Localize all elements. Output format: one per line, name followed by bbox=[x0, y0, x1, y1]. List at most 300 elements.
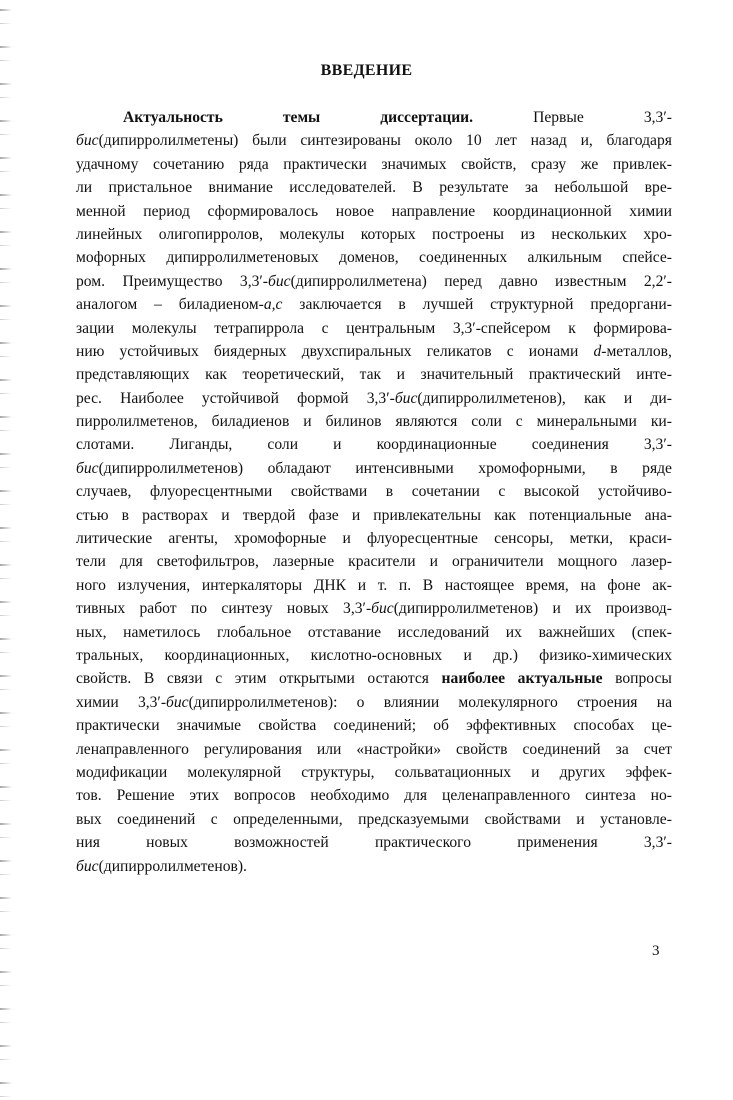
word bbox=[626, 761, 672, 784]
word bbox=[554, 176, 628, 199]
word-text: инте- bbox=[636, 366, 672, 384]
word-text: и bbox=[531, 763, 540, 781]
word-text: 3,3′- bbox=[643, 834, 672, 852]
word bbox=[657, 691, 672, 714]
word bbox=[336, 200, 374, 223]
word-text: к bbox=[568, 319, 576, 337]
word bbox=[398, 621, 490, 644]
word-text: актуальные bbox=[517, 670, 603, 688]
word-text: пристальное bbox=[108, 179, 193, 197]
word-text: период bbox=[143, 202, 190, 220]
word bbox=[76, 223, 142, 246]
word-text: являются bbox=[395, 413, 458, 431]
word bbox=[551, 223, 627, 246]
text-line bbox=[76, 550, 672, 573]
word-text: строения bbox=[576, 693, 638, 711]
word bbox=[651, 410, 672, 433]
word-text: устойчиво- bbox=[598, 483, 672, 501]
word bbox=[516, 410, 523, 433]
word-text: биядерных bbox=[213, 342, 287, 360]
word bbox=[395, 761, 511, 784]
word bbox=[439, 176, 508, 199]
word-text: из bbox=[520, 225, 535, 243]
word-suffix: (дипирролилметенов). bbox=[98, 857, 247, 875]
word-text: лазер- bbox=[631, 553, 672, 571]
word-text: двухспиральных bbox=[301, 342, 412, 360]
word bbox=[644, 433, 672, 456]
word-text: свойств bbox=[456, 740, 508, 758]
word bbox=[522, 738, 600, 761]
word bbox=[495, 129, 517, 152]
word-text: возможностей bbox=[234, 834, 329, 852]
word bbox=[76, 176, 92, 199]
text-line bbox=[76, 106, 672, 129]
word bbox=[76, 550, 106, 573]
word-text: мофорных bbox=[76, 249, 146, 267]
word bbox=[613, 153, 672, 176]
word bbox=[322, 317, 329, 340]
word-text: значимых bbox=[381, 155, 447, 173]
word-text: соединения bbox=[531, 436, 609, 454]
word bbox=[421, 363, 514, 386]
word-text: глобальное bbox=[216, 623, 292, 641]
word-text: 3,3′- bbox=[366, 389, 395, 407]
word-text: метки, bbox=[569, 530, 613, 548]
word-text: вопросов bbox=[233, 787, 296, 805]
text-line bbox=[76, 153, 672, 176]
word bbox=[309, 504, 339, 527]
word bbox=[356, 738, 441, 761]
word-text: 3,3′-спейсером bbox=[452, 319, 551, 337]
word bbox=[76, 761, 167, 784]
word bbox=[76, 597, 125, 620]
word bbox=[533, 106, 584, 129]
word bbox=[484, 808, 560, 831]
word-text: хромофорные bbox=[234, 530, 327, 548]
word bbox=[168, 527, 218, 550]
text-line bbox=[76, 457, 672, 480]
word bbox=[531, 761, 539, 784]
word bbox=[243, 504, 296, 527]
word bbox=[132, 317, 197, 340]
word bbox=[517, 831, 597, 854]
word-text: теоретический, bbox=[242, 366, 345, 384]
word bbox=[531, 153, 566, 176]
word-text: построены bbox=[432, 225, 505, 243]
word bbox=[585, 784, 636, 807]
word-suffix: (дипирролилметены) bbox=[98, 132, 239, 150]
word-text: физико-химических bbox=[539, 646, 672, 664]
word bbox=[607, 574, 640, 597]
word-text: и bbox=[576, 810, 585, 828]
word-text: сочетанию bbox=[152, 155, 225, 173]
word-text: красители bbox=[348, 553, 416, 571]
word-text: соединений bbox=[522, 740, 601, 758]
word bbox=[311, 644, 443, 667]
word bbox=[291, 480, 367, 503]
word bbox=[76, 246, 146, 269]
word-text: практического bbox=[374, 834, 471, 852]
word-text: 3,3′- bbox=[137, 693, 167, 711]
word bbox=[577, 691, 638, 714]
word bbox=[360, 363, 382, 386]
text-line bbox=[76, 504, 672, 527]
word-text: Наиболее bbox=[120, 389, 184, 407]
word-italic-part: бис bbox=[371, 600, 394, 618]
text-line bbox=[76, 340, 672, 363]
word bbox=[76, 363, 190, 386]
word bbox=[189, 784, 219, 807]
word-text: ак- bbox=[652, 576, 672, 594]
word bbox=[118, 574, 191, 597]
word bbox=[377, 433, 497, 456]
word bbox=[645, 504, 672, 527]
word-text: ли bbox=[76, 179, 93, 197]
word-text: их bbox=[505, 623, 522, 641]
word bbox=[159, 223, 263, 246]
word bbox=[154, 293, 162, 316]
word-text: рес. bbox=[76, 389, 102, 407]
word bbox=[650, 387, 671, 410]
word bbox=[300, 129, 401, 152]
word bbox=[404, 784, 427, 807]
word-text: на bbox=[656, 693, 672, 711]
word bbox=[234, 831, 329, 854]
text-line bbox=[76, 129, 672, 152]
word bbox=[645, 176, 672, 199]
word-text: известным bbox=[555, 272, 627, 290]
text-line bbox=[76, 527, 672, 550]
word-text: важнейших bbox=[538, 623, 616, 641]
word bbox=[466, 714, 556, 737]
word-text: и bbox=[357, 576, 367, 594]
word bbox=[576, 808, 584, 831]
word bbox=[361, 223, 416, 246]
word-text: результате bbox=[439, 179, 509, 197]
word-text: 3,3′- bbox=[643, 109, 672, 126]
word bbox=[76, 855, 247, 878]
text-line bbox=[76, 433, 672, 456]
word-text: структурной bbox=[490, 296, 574, 314]
text-line bbox=[76, 270, 672, 293]
word-text: привлекательны bbox=[373, 506, 481, 524]
text-line bbox=[76, 808, 672, 831]
word-text: светофильтров, bbox=[156, 553, 259, 571]
word-text: 10 bbox=[466, 132, 482, 150]
word-text: значимые bbox=[176, 717, 242, 735]
word-text: их bbox=[575, 600, 592, 618]
word bbox=[452, 550, 544, 573]
word-text: В bbox=[143, 670, 155, 688]
word-text: новых bbox=[146, 834, 188, 852]
word-text: соли bbox=[267, 436, 299, 454]
word-text: небольшой bbox=[554, 179, 629, 197]
word bbox=[240, 270, 427, 293]
word bbox=[584, 387, 606, 410]
word-text: практически bbox=[76, 717, 160, 735]
word bbox=[367, 387, 566, 410]
word-text: обладают bbox=[267, 459, 331, 477]
word bbox=[234, 527, 326, 550]
word-text: модификации bbox=[76, 763, 168, 781]
word-text: ром. bbox=[76, 272, 106, 290]
word-text: ди- bbox=[650, 389, 672, 407]
word-text: как bbox=[205, 366, 227, 384]
word-text: способах bbox=[573, 717, 635, 735]
word bbox=[177, 714, 241, 737]
word bbox=[399, 574, 411, 597]
word bbox=[444, 270, 482, 293]
word-text: линейных bbox=[76, 225, 143, 243]
word-text: практический bbox=[528, 366, 621, 384]
word-text: билинов bbox=[325, 413, 382, 431]
word-text: биладиенов bbox=[211, 413, 290, 431]
word bbox=[386, 480, 393, 503]
word-text: направление bbox=[391, 202, 476, 220]
word bbox=[279, 223, 344, 246]
word bbox=[598, 480, 672, 503]
word bbox=[580, 574, 595, 597]
word bbox=[76, 200, 126, 223]
word bbox=[289, 176, 396, 199]
word bbox=[581, 153, 599, 176]
text-line bbox=[76, 293, 672, 316]
word-text: координационной bbox=[492, 202, 612, 220]
word bbox=[76, 457, 243, 480]
word bbox=[651, 784, 672, 807]
text-line bbox=[76, 761, 672, 784]
word bbox=[518, 667, 603, 690]
word bbox=[397, 363, 405, 386]
word-text: установле- bbox=[600, 810, 672, 828]
word-text: с bbox=[210, 810, 218, 828]
word bbox=[117, 808, 195, 831]
word bbox=[463, 644, 471, 667]
word-text: ки- bbox=[650, 413, 672, 431]
word-text: мощного bbox=[557, 553, 618, 571]
word bbox=[122, 270, 222, 293]
word-text: были bbox=[252, 132, 287, 150]
word-text: наиболее bbox=[441, 670, 506, 688]
word bbox=[381, 153, 446, 176]
word-text: с bbox=[515, 413, 523, 431]
word-text: внимание bbox=[208, 179, 273, 197]
word bbox=[643, 223, 672, 246]
word-text: перед bbox=[444, 272, 482, 290]
word bbox=[76, 387, 102, 410]
word bbox=[76, 667, 131, 690]
word bbox=[202, 387, 279, 410]
word bbox=[461, 153, 516, 176]
word-text: и bbox=[333, 436, 342, 454]
word-text: твердой bbox=[242, 506, 296, 524]
word-text: тральных, bbox=[76, 646, 144, 664]
word-text: и bbox=[552, 600, 561, 618]
word-text: нескольких bbox=[551, 225, 627, 243]
word-text: других bbox=[559, 763, 606, 781]
word-text: координационные bbox=[376, 436, 497, 454]
word-text: новых bbox=[286, 600, 329, 618]
word bbox=[358, 808, 469, 831]
word bbox=[346, 317, 435, 340]
word-text: исследователей. bbox=[289, 179, 397, 197]
word bbox=[123, 106, 223, 129]
word-text: зации bbox=[76, 319, 115, 337]
word bbox=[652, 574, 672, 597]
word bbox=[109, 176, 193, 199]
word-italic-part: бис bbox=[166, 693, 189, 711]
word-text: свойствами bbox=[484, 810, 561, 828]
word-text: молекулы bbox=[279, 225, 345, 243]
word bbox=[498, 480, 505, 503]
word-text: около bbox=[414, 132, 453, 150]
word-text: лет bbox=[495, 132, 517, 150]
word-text: – bbox=[154, 296, 162, 314]
word-text: и bbox=[351, 506, 361, 524]
word-text: потенциальные bbox=[529, 506, 632, 524]
word bbox=[76, 504, 109, 527]
word bbox=[239, 153, 269, 176]
word-text: давно bbox=[499, 272, 538, 290]
text-line bbox=[76, 855, 672, 878]
word-text: и bbox=[429, 553, 438, 571]
word-text: тетрапиррола bbox=[214, 319, 305, 337]
text-line bbox=[76, 621, 672, 644]
word bbox=[76, 738, 189, 761]
word bbox=[235, 667, 267, 690]
word-text: излучения, bbox=[117, 576, 191, 594]
word bbox=[445, 574, 514, 597]
word bbox=[138, 691, 337, 714]
word-text: как bbox=[494, 506, 516, 524]
word bbox=[142, 504, 208, 527]
word-text: с bbox=[498, 483, 506, 501]
word-text: устойчивых bbox=[119, 342, 199, 360]
word bbox=[169, 433, 232, 456]
word bbox=[310, 784, 389, 807]
word-text: литические bbox=[76, 530, 153, 548]
word-text: В bbox=[412, 179, 423, 197]
word bbox=[191, 597, 207, 620]
word bbox=[76, 831, 100, 854]
word bbox=[415, 129, 453, 152]
word bbox=[233, 808, 343, 831]
word bbox=[507, 340, 514, 363]
word-text: за bbox=[615, 740, 629, 758]
word bbox=[273, 550, 334, 573]
word-text: формой bbox=[297, 389, 349, 407]
word bbox=[297, 387, 348, 410]
word-text: фоне bbox=[607, 576, 641, 594]
word-text: стью bbox=[76, 506, 109, 524]
word bbox=[76, 153, 138, 176]
word-text: заключается bbox=[299, 296, 382, 314]
word bbox=[553, 597, 561, 620]
word bbox=[427, 340, 492, 363]
word bbox=[442, 784, 570, 807]
word-text: химии bbox=[629, 202, 672, 220]
word-text: соединений bbox=[117, 810, 196, 828]
word-text: бис bbox=[76, 857, 99, 875]
word-text: же bbox=[580, 155, 599, 173]
word bbox=[573, 714, 634, 737]
word-text: структуры, bbox=[301, 763, 375, 781]
word bbox=[242, 363, 344, 386]
word-text: о bbox=[356, 693, 365, 711]
word bbox=[622, 246, 672, 269]
text-line bbox=[76, 574, 672, 597]
word-text: исследований bbox=[397, 623, 490, 641]
word-text: аналогом bbox=[76, 296, 138, 314]
word-text: синтезу bbox=[221, 600, 273, 618]
word bbox=[187, 761, 281, 784]
word-suffix: (дипирролилметенов): bbox=[188, 693, 338, 711]
word bbox=[419, 246, 507, 269]
word bbox=[632, 621, 672, 644]
word bbox=[204, 738, 302, 761]
word bbox=[384, 691, 440, 714]
word bbox=[143, 200, 190, 223]
word bbox=[539, 644, 672, 667]
word-text: молекулы bbox=[131, 319, 197, 337]
word-text: свойств. bbox=[76, 670, 132, 688]
word-text: тов. bbox=[76, 787, 102, 805]
word-text: молекулярной bbox=[187, 763, 282, 781]
word-text: и bbox=[342, 530, 351, 548]
word-text: вре- bbox=[644, 179, 672, 197]
word bbox=[644, 270, 672, 293]
word-text: т. bbox=[377, 576, 388, 594]
word-text: пирролилметенов, bbox=[76, 413, 198, 431]
word-text: олигопирролов, bbox=[158, 225, 264, 243]
word bbox=[493, 200, 612, 223]
word bbox=[122, 504, 129, 527]
word-text: ряде bbox=[642, 459, 672, 477]
word bbox=[590, 293, 672, 316]
word bbox=[528, 246, 602, 269]
word-text: связи bbox=[166, 670, 203, 688]
word-text: в bbox=[610, 459, 618, 477]
word-text: сразу bbox=[530, 155, 567, 173]
word bbox=[433, 714, 449, 737]
word bbox=[268, 457, 331, 480]
word bbox=[616, 738, 629, 761]
word bbox=[208, 200, 319, 223]
word-text: представляющих bbox=[76, 366, 190, 384]
word-text: нию bbox=[76, 342, 105, 360]
text-line bbox=[76, 714, 672, 737]
word bbox=[234, 784, 295, 807]
word-text: агенты, bbox=[168, 530, 218, 548]
word bbox=[202, 574, 302, 597]
word bbox=[217, 621, 291, 644]
word bbox=[76, 410, 198, 433]
word bbox=[258, 714, 316, 737]
word bbox=[76, 644, 143, 667]
word-text: отставание bbox=[307, 623, 382, 641]
word-text: ионами bbox=[528, 342, 579, 360]
word bbox=[490, 293, 573, 316]
word bbox=[532, 433, 609, 456]
word bbox=[537, 410, 637, 433]
word bbox=[560, 761, 606, 784]
word-suffix: (дипирролилметена) bbox=[290, 272, 427, 290]
word-text: молекулярного bbox=[458, 693, 558, 711]
word bbox=[76, 808, 102, 831]
scan-edge-artifact bbox=[0, 0, 12, 1100]
word-text: целенаправленного bbox=[441, 787, 571, 805]
word bbox=[302, 340, 412, 363]
